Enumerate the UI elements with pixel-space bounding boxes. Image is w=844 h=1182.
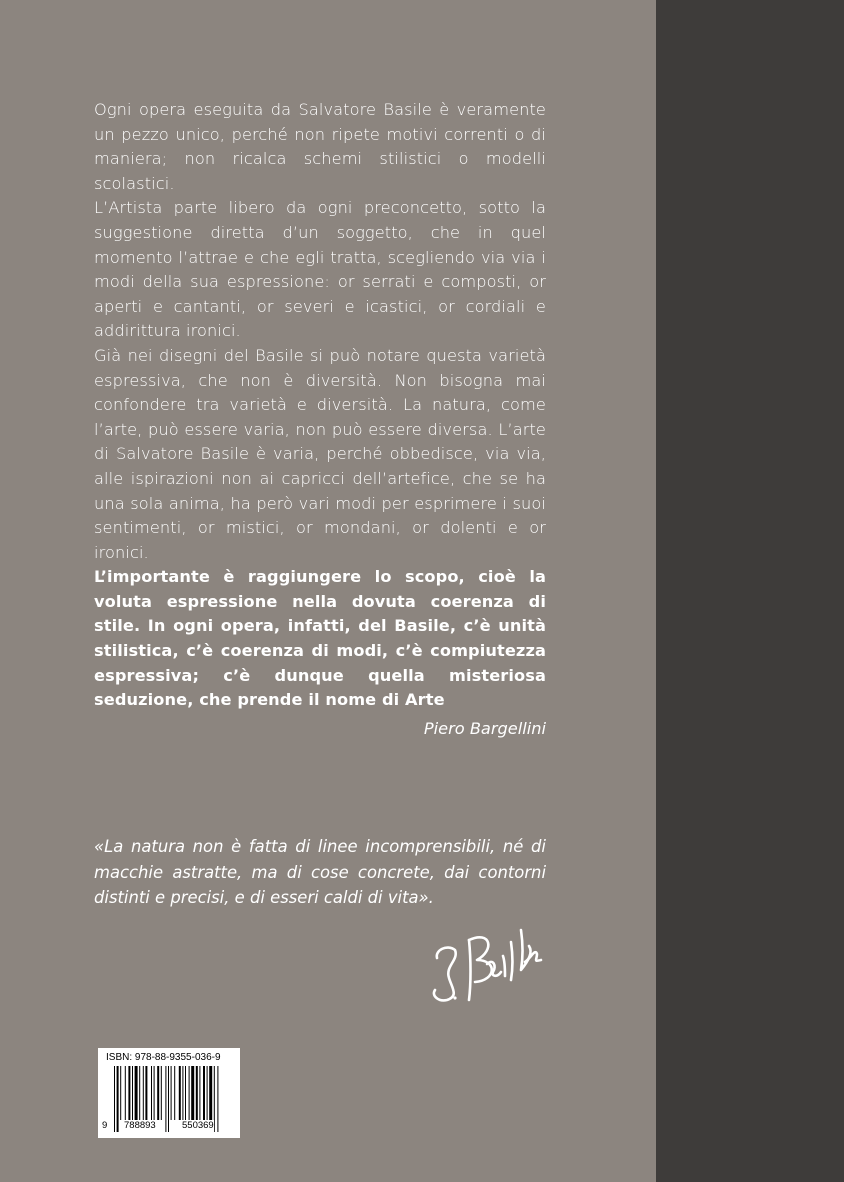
- barcode-bar: [214, 1066, 215, 1132]
- barcode-bar: [117, 1066, 119, 1132]
- isbn-label: ISBN: 978-88-9355-036-9: [106, 1052, 221, 1063]
- paragraph-3: Già nei disegni del Basile si può notare questa varietà espressiva, che non è diversità. Non bisogna mai confondere tra varietà e diversità. La natura, come l’arte, può essere varia, non può essere diversa. L’arte di Salvatore Basile è varia, perché obbedisce, via via, alle ispirazioni non ai capricci dell’artefice, che se ha una sola anima, ha però vari modi per esprimere i suoi sentimenti, or mistici, or mondani, or dolenti e or ironici.: [94, 345, 546, 562]
- barcode-bar: [189, 1066, 190, 1120]
- artist-quote: «La natura non è fatta di linee incomprensibili, né di macchie astratte, ma di cose concrete, dai contorni distinti e precisi, e di esseri caldi di vita».: [94, 837, 546, 908]
- isbn-barcode: [98, 1048, 240, 1138]
- barcode-bar: [125, 1066, 126, 1120]
- barcode-bar: [182, 1066, 183, 1120]
- barcode-bar: [139, 1066, 140, 1120]
- barcode-bar: [191, 1066, 194, 1120]
- barcode-bar: [157, 1066, 159, 1120]
- paragraph-1: Ogni opera eseguita da Salvatore Basile è veramente un pezzo unico, perché non ripete motivi correnti o di maniera; non ricalca schemi stilistici o modelli scolastici.: [94, 100, 546, 193]
- barcode-bar: [143, 1066, 144, 1120]
- barcode-bar: [145, 1066, 147, 1120]
- barcode-bar: [207, 1066, 208, 1120]
- barcode-bar: [168, 1066, 169, 1132]
- barcode-bar: [199, 1066, 200, 1120]
- barcode-bar: [161, 1066, 162, 1120]
- author-name: Piero Bargellini: [423, 718, 546, 738]
- barcode-digits-right: 550369: [182, 1120, 214, 1131]
- barcode-bar: [203, 1066, 205, 1120]
- barcode-bar: [114, 1066, 115, 1132]
- barcode-bar: [171, 1066, 172, 1120]
- barcode-bar: [151, 1066, 152, 1120]
- barcode-bar: [135, 1066, 138, 1120]
- barcode-bar: [217, 1066, 218, 1132]
- barcode-bar: [128, 1066, 130, 1120]
- barcode-bar: [165, 1066, 166, 1132]
- book-spine: [656, 0, 844, 1182]
- paragraph-bold: L’importante è raggiungere lo scopo, cioè la voluta espressione nella dovuta coerenza di stile. In ogni opera, infatti, del Basile, c’è unità stilistica, c’è coerenza di modi, c’è compiutezza espressiva; c’è dunque quella misteriosa seduzione, che prende il nome di Arte: [94, 567, 546, 710]
- paragraph-2: L’Artista parte libero da ogni preconcetto, sotto la suggestione diretta d’un soggetto, che in quel momento l’attrae e che egli tratta, scegliendo via via i modi della sua espressione: or serrati e composti, or aperti e cantanti, or severi e icastici, or cordiali e addirittura ironici.: [94, 198, 546, 341]
- barcode-bars: [102, 1066, 236, 1134]
- barcode-bar: [174, 1066, 175, 1120]
- barcode-bar: [196, 1066, 198, 1120]
- barcode-bar: [185, 1066, 186, 1120]
- handwritten-signature: [425, 900, 555, 1010]
- barcode-digits-left: 788893: [124, 1120, 156, 1131]
- barcode-digit-first: 9: [102, 1120, 108, 1131]
- barcode-bar: [132, 1066, 133, 1120]
- barcode-bar: [120, 1066, 121, 1120]
- back-cover-text: [94, 98, 546, 741]
- barcode-bar: [179, 1066, 181, 1120]
- barcode-bar: [209, 1066, 212, 1120]
- barcode-bar: [154, 1066, 155, 1120]
